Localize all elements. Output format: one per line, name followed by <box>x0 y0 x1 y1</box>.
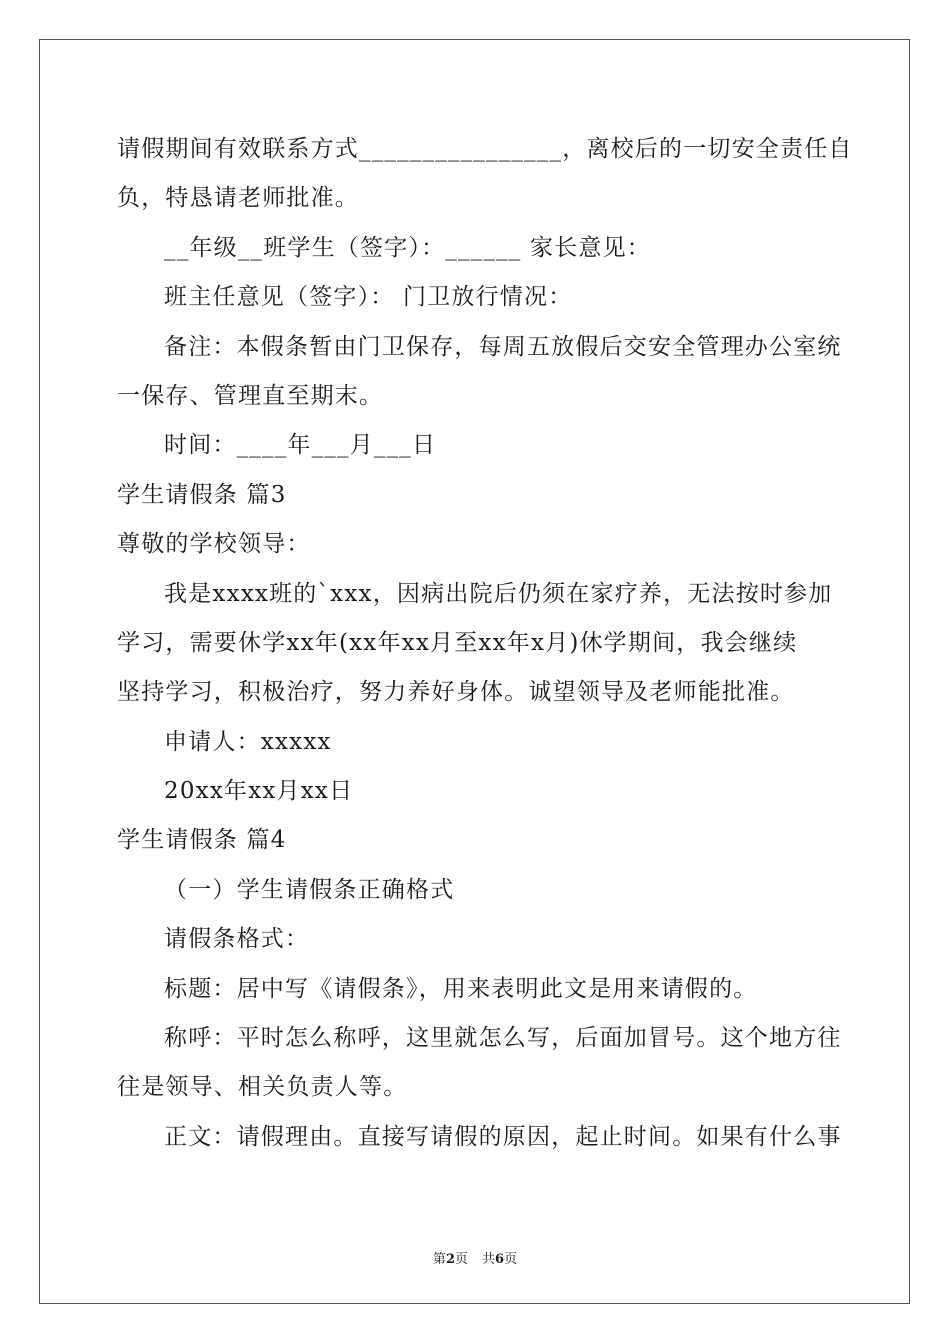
total-pages: 6 <box>495 1252 505 1267</box>
page-prefix: 第 <box>432 1252 446 1267</box>
section-heading: 学生请假条 篇4 <box>117 827 287 854</box>
paragraph-line: 负，特恳请老师批准。 <box>117 185 359 212</box>
paragraph-line: 往是领导、相关负责人等。 <box>117 1074 408 1101</box>
paragraph-line: 请假期间有效联系方式________________，离校后的一切安全责任自 <box>117 136 853 162</box>
paragraph-line: 坚持学习，积极治疗，努力养好身体。诚望领导及老师能批准。 <box>117 679 795 706</box>
page-suffix: 页 <box>454 1252 468 1267</box>
signature-line: __年级__班学生（签字）：______ 家长意见： <box>164 234 652 261</box>
total-prefix: 共 <box>482 1252 496 1267</box>
page-number: 2 <box>445 1252 455 1267</box>
subsection-heading: （一）学生请假条正确格式 <box>164 876 455 903</box>
paragraph-line: 称呼：平时怎么称呼，这里就怎么写，后面加冒号。这个地方往 <box>164 1025 842 1052</box>
paragraph-line: 请假条格式： <box>164 926 310 953</box>
paragraph-line: 一保存、管理直至期末。 <box>117 382 384 409</box>
total-suffix: 页 <box>504 1252 518 1267</box>
page-footer <box>0 1248 950 1267</box>
date-line: 时间：____年___月___日 <box>164 432 437 459</box>
paragraph-line: 备注：本假条暂由门卫保存，每周五放假后交安全管理办公室统 <box>164 333 842 360</box>
paragraph-line: 学习，需要休学xx年(xx年xx月至xx年x月)休学期间，我会继续 <box>117 629 798 656</box>
date-line: 20xx年xx月xx日 <box>164 778 354 805</box>
section-heading: 学生请假条 篇3 <box>117 481 287 508</box>
signature-line: 班主任意见（签字）： 门卫放行情况： <box>164 284 573 311</box>
applicant-line: 申请人：xxxxx <box>164 728 332 755</box>
salutation: 尊敬的学校领导： <box>117 531 311 558</box>
paragraph-line: 我是xxxx班的`xxx，因病出院后仍须在家疗养，无法按时参加 <box>164 580 833 607</box>
paragraph-line: 标题：居中写《请假条》，用来表明此文是用来请假的。 <box>164 975 758 1002</box>
document-body <box>117 125 853 1162</box>
paragraph-line: 正文：请假理由。直接写请假的原因，起止时间。如果有什么事 <box>164 1123 842 1150</box>
